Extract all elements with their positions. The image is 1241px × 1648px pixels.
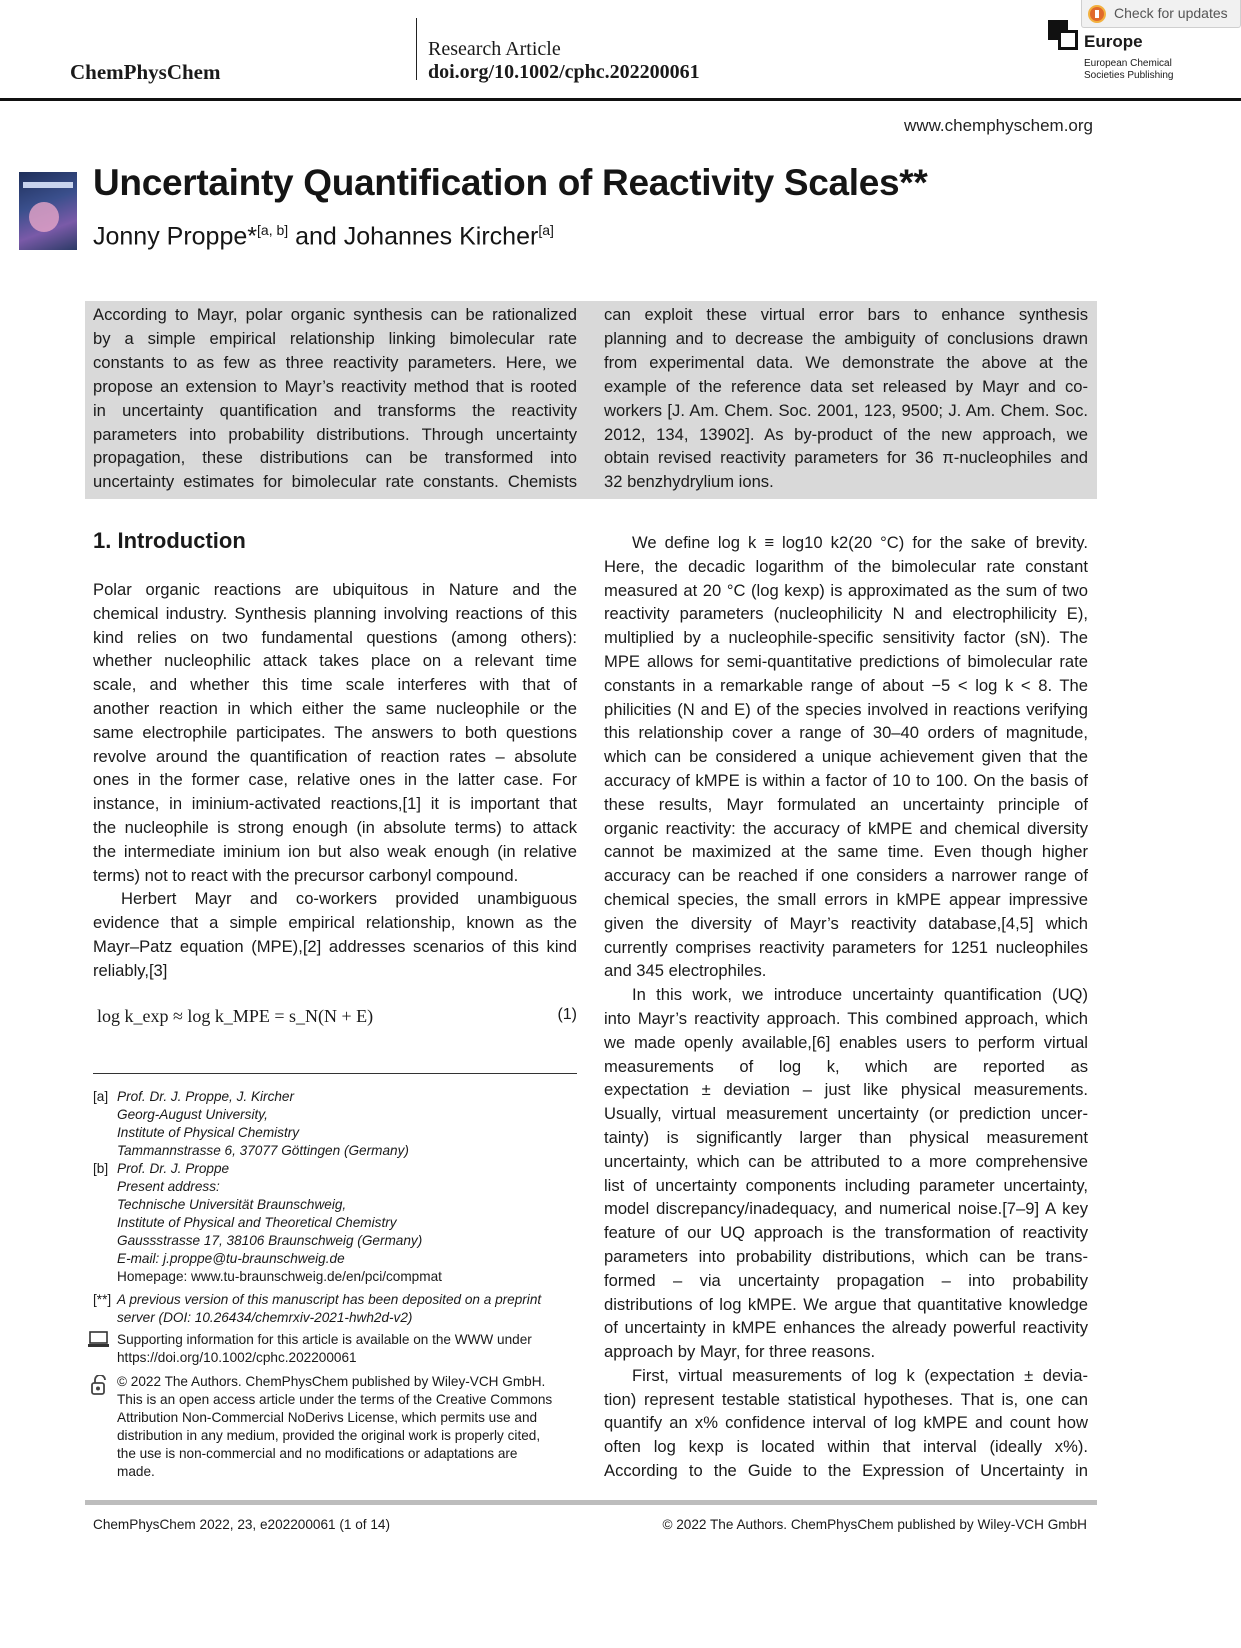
author-list: [93, 222, 554, 251]
body-line: the intermediate iminium ion but also weak enough (in relative: [93, 841, 577, 861]
abstract-line: can exploit these virtual error bars to enhance synthesis: [604, 305, 1088, 324]
body-line: chemical species, the small errors in kMPE appear impressive: [604, 889, 1088, 909]
abstract-line: propagation, these distributions can be transformed into: [93, 448, 577, 468]
author-2[interactable]: and Johannes Kircher: [288, 222, 539, 251]
article-type: Research Article: [428, 38, 561, 60]
body-line: uncertainty, which can be attributed to a more comprehensive: [604, 1151, 1088, 1171]
abstract-line: by a simple empirical relationship linking bimolecular rate: [93, 328, 577, 348]
affiliation-line: Prof. Dr. J. Proppe: [117, 1161, 230, 1176]
abstract-line: planning and to decrease the ambiguity of conclusions drawn: [604, 328, 1088, 348]
affiliation-line: Tammannstrasse 6, 37077 Göttingen (Germany): [117, 1143, 409, 1158]
body-line: First, virtual measurements of log k (expectation ± devia-: [632, 1365, 1088, 1385]
body-line: formed – via uncertainty propagation – into probability: [604, 1270, 1088, 1290]
equation-1: [97, 1006, 577, 1027]
footer-citation: ChemPhysChem 2022, 23, e202200061 (1 of 14): [93, 1517, 390, 1532]
body-line: feature of our UQ approach is the transformation of reactivity: [604, 1223, 1088, 1243]
abstract-line: 2012, 134, 13902]. As by-product of the new approach, we: [604, 424, 1088, 444]
body-line: revolve around the quantification of reaction rates – absolute: [93, 746, 577, 766]
body-line: Herbert Mayr and co-workers provided unambiguous: [121, 889, 577, 909]
check-for-updates-button[interactable]: [1081, 0, 1241, 28]
computer-icon: [88, 1331, 106, 1347]
affiliation-tag: [b]: [93, 1161, 109, 1176]
body-left-column: [93, 578, 577, 983]
abstract-line: example of the reference data set released by Mayr and co-: [604, 376, 1088, 396]
author-2-affiliation: [a]: [538, 222, 554, 238]
open-access-lock-icon: [91, 1375, 109, 1391]
journal-name: ChemPhysChem: [70, 60, 221, 84]
body-line: currently comprises reactivity parameters for 1251 nucleophiles: [604, 937, 1088, 957]
footer-rule: [85, 1500, 1097, 1505]
section-heading: 1. Introduction: [93, 528, 246, 553]
body-line: the nucleophile is strong enough (in absolute terms) to attack: [93, 817, 577, 837]
body-line: kind relies on two fundamental questions (among others):: [93, 627, 577, 647]
body-right-column: [604, 531, 1088, 1483]
doi-link[interactable]: doi.org/10.1002/cphc.202200061: [428, 61, 700, 83]
body-line: we made openly available,[6] enables users to perform virtual: [604, 1032, 1088, 1052]
footnote-rule: [93, 1073, 577, 1074]
body-line: multiplied by a nucleophile-specific sensitivity factor (sN). The: [604, 628, 1088, 648]
body-line: reactivity parameters (nucleophilicity N and electrophilicity E),: [604, 604, 1088, 624]
affiliation-line: Institute of Physical Chemistry: [117, 1125, 300, 1140]
body-line: Here, the decadic logarithm of the bimolecular rate constant: [604, 556, 1088, 576]
open-access-line: Attribution Non-Commercial NoDerivs License, which permits use and: [117, 1410, 538, 1425]
body-line: terms) not to react with the precursor carbonyl compound.: [93, 865, 519, 885]
body-line: constants in a remarkable range of about −5 < log k < 8. The: [604, 675, 1088, 695]
body-line: Polar organic reactions are ubiquitous in Nature and the: [93, 580, 577, 599]
open-access-line: This is an open access article under the terms of the Creative Commons: [117, 1392, 553, 1407]
affiliation-line: Present address:: [117, 1179, 220, 1194]
supporting-info-link[interactable]: https://doi.org/10.1002/cphc.202200061: [117, 1350, 357, 1365]
body-line: measurements of log k, which are reported as: [604, 1056, 1088, 1076]
author-1[interactable]: Jonny Proppe*: [93, 222, 258, 251]
equation-number: (1): [557, 1006, 577, 1023]
header-rule: [0, 98, 1241, 101]
article-title: Uncertainty Quantification of Reactivity Scales**: [93, 162, 928, 203]
chemistry-europe-logo-icon: [1048, 20, 1080, 52]
body-line: these results, Mayr formulated an uncertainty principle of: [604, 794, 1088, 814]
affiliation-b: [93, 1160, 577, 1286]
body-line: Usually, virtual measurement uncertainty (or prediction uncer-: [604, 1104, 1088, 1124]
body-line: accuracy can be reached if one considers a narrower range of: [604, 866, 1088, 886]
body-line: this relationship cover a range of 30–40 orders of magnitude,: [604, 723, 1088, 743]
check-updates-label: Check for updates: [1114, 5, 1228, 21]
body-line: accuracy of kMPE is within a factor of 10 to 100. On the basis of: [604, 770, 1088, 790]
body-line: whether nucleophilic attack takes place on a relevant time: [93, 651, 577, 671]
body-line: scale, and whether this time scale interferes with that of: [93, 675, 577, 695]
body-line: Mayr–Patz equation (MPE),[2] addresses scenarios of this kind: [93, 936, 577, 956]
crossmark-icon: [1088, 5, 1106, 23]
body-line: which can be considered a unique achievement given that the: [604, 747, 1088, 767]
body-line: approach by Mayr, for three reasons.: [604, 1342, 876, 1362]
body-line: another reaction in which either the same nucleophile or the: [93, 698, 577, 718]
abstract-line: obtain revised reactivity parameters for 36 π-nucleophiles and: [604, 448, 1088, 468]
open-access-line: made.: [117, 1464, 155, 1479]
abstract-line: from experimental data. We demonstrate the above at the: [604, 352, 1088, 372]
affiliation-line: Technische Universität Braunschweig,: [117, 1197, 347, 1212]
footer-copyright: © 2022 The Authors. ChemPhysChem published by Wiley-VCH GmbH: [662, 1517, 1087, 1532]
open-access-line: © 2022 The Authors. ChemPhysChem published by Wiley-VCH GmbH.: [117, 1374, 546, 1389]
body-line: cannot be maximized at the same time. Even though higher: [604, 842, 1088, 862]
abstract-line: According to Mayr, polar organic synthesis can be rationalized: [93, 305, 577, 324]
affiliation-line: Georg-August University,: [117, 1107, 268, 1122]
preprint-line: A previous version of this manuscript has been deposited on a preprint: [117, 1292, 542, 1307]
preprint-tag: [**]: [93, 1292, 112, 1307]
abstract-line: in uncertainty quantification and transforms the reactivity: [93, 400, 577, 420]
open-access-note: [93, 1373, 577, 1481]
body-line: expectation ± deviation – just like physical measurements.: [604, 1080, 1088, 1100]
body-line: In this work, we introduce uncertainty quantification (UQ): [632, 985, 1088, 1005]
preprint-note: [93, 1291, 577, 1327]
body-line: measured at 20 °C (log kexp) is approximated as the sum of two: [604, 580, 1088, 600]
body-line: philicities (N and E) of the species involved in reactions verifying: [604, 699, 1088, 719]
journal-cover-thumbnail: [19, 172, 77, 250]
abstract-line: parameters into probability distributions. Through uncertainty: [93, 424, 577, 444]
body-line: chemical industry. Synthesis planning involving reactions of this: [93, 603, 577, 623]
body-line: tainty) is significantly larger than physical measurement: [604, 1127, 1088, 1147]
body-line: parameters into probability distributions, which can be trans-: [604, 1246, 1088, 1266]
homepage-link[interactable]: Homepage: www.tu-braunschweig.de/en/pci/compmat: [117, 1269, 442, 1284]
body-line: ones in the former case, relative ones in the latter case. For: [93, 770, 577, 790]
author-1-affiliation: [a, b]: [257, 222, 289, 238]
body-line: of uncertainty in kMPE enhances the already powerful reactivity: [604, 1318, 1088, 1338]
journal-website-link[interactable]: www.chemphyschem.org: [904, 116, 1093, 135]
body-line: instance, in iminium-activated reactions,[1] it is important that: [93, 794, 577, 814]
abstract-line: workers [J. Am. Chem. Soc. 2001, 123, 9500; J. Am. Chem. Soc.: [604, 400, 1088, 420]
abstract-right-column: [604, 303, 1088, 494]
body-line: same electrophile participates. The answers to both questions: [93, 722, 577, 742]
abstract-left-column: [93, 303, 577, 494]
open-access-line: the use is non-commercial and no modifications or adaptations are: [117, 1446, 518, 1461]
abstract-line: constants to as few as three reactivity parameters. Here, we: [93, 352, 577, 372]
abstract-line: propose an extension to Mayr’s reactivity method that is rooted: [93, 376, 577, 396]
logo-title: Europe: [1084, 32, 1143, 51]
open-access-line: distribution in any medium, provided the original work is properly cited,: [117, 1428, 541, 1443]
logo-subtitle: European Chemical Societies Publishing: [1084, 58, 1174, 81]
affiliation-line: Gaussstrasse 17, 38106 Braunschweig (Germany): [117, 1233, 423, 1248]
affiliation-line: Prof. Dr. J. Proppe, J. Kircher: [117, 1089, 295, 1104]
body-line: We define log k ≡ log10 k2(20 °C) for the sake of brevity.: [632, 533, 1088, 552]
body-line: quantify an x% confidence interval of log kMPE and count how: [604, 1413, 1088, 1433]
email-link[interactable]: E-mail: j.proppe@tu-braunschweig.de: [117, 1251, 345, 1266]
body-line: tion) represent testable statistical hypotheses. That is, one can: [604, 1389, 1088, 1409]
affiliation-tag: [a]: [93, 1089, 109, 1104]
preprint-line: server (DOI: 10.26434/chemrxiv-2021-hwh2d-v2): [117, 1310, 413, 1325]
body-line: model discrepancy/inadequacy, and numerical noise.[7–9] A key: [604, 1199, 1088, 1219]
body-line: MPE allows for semi-quantitative predictions of bimolecular rate: [604, 651, 1088, 671]
body-line: into Mayr’s reactivity approach. This combined approach, which: [604, 1008, 1088, 1028]
supporting-info-line: Supporting information for this article is available on the WWW under: [117, 1332, 532, 1347]
publisher-logo[interactable]: [1048, 18, 1188, 86]
equation-text: log k_exp ≈ log k_MPE = s_N(N + E): [97, 1006, 374, 1026]
abstract-line: 32 benzhydrylium ions.: [604, 472, 774, 492]
affiliation-a: [93, 1088, 577, 1160]
abstract-line: uncertainty estimates for bimolecular rate constants. Chemists: [93, 472, 577, 492]
body-line: reliably,[3]: [93, 960, 168, 980]
header-divider: [416, 18, 417, 80]
supporting-info-note: [93, 1331, 577, 1367]
body-line: list of uncertainty components including parameter uncertainty,: [604, 1175, 1088, 1195]
body-line: organic reactivity: the accuracy of kMPE and chemical diversity: [604, 818, 1088, 838]
body-line: distributions of log kMPE. We argue that quantitative knowledge: [604, 1294, 1088, 1314]
body-line: given the diversity of Mayr’s reactivity database,[4,5] which: [604, 913, 1088, 933]
body-line: and 345 electrophiles.: [604, 961, 767, 981]
affiliation-line: Institute of Physical and Theoretical Chemistry: [117, 1215, 397, 1230]
body-line: often log kexp is located within that interval (ideally x%).: [604, 1437, 1088, 1457]
body-line: evidence that a simple empirical relationship, known as the: [93, 913, 577, 933]
body-line: According to the Guide to the Expression of Uncertainty in: [604, 1461, 1088, 1481]
